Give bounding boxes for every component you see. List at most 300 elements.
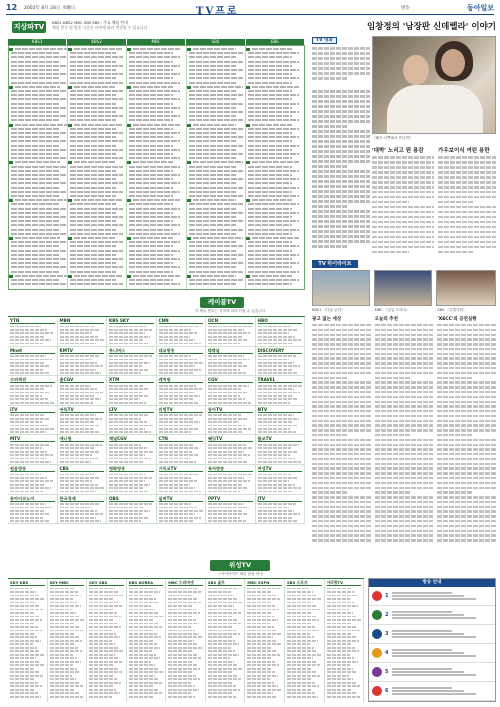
satellite-schedule-grid (8, 578, 364, 702)
text-line (437, 487, 496, 489)
program-listing (60, 487, 104, 489)
program-listing (258, 339, 301, 341)
ad-row-number: 2 (385, 612, 389, 618)
program-listing (60, 336, 98, 338)
program-listing (208, 388, 241, 390)
program-listing (287, 626, 315, 628)
program-listing (11, 140, 67, 142)
tv-highlight-label: TV 하이라이트 (312, 260, 358, 268)
program-listing (60, 343, 96, 345)
text-line (438, 211, 496, 214)
text-line (372, 201, 409, 204)
program-listing (10, 588, 32, 590)
text-line (437, 477, 496, 479)
program-listing (189, 61, 243, 63)
program-listing (70, 216, 123, 218)
text-line (438, 241, 496, 244)
hour-marker (246, 275, 250, 278)
program-listing (10, 671, 39, 673)
text-line (437, 362, 496, 364)
text-line (312, 135, 370, 138)
program-listing (208, 609, 238, 611)
program-listing (159, 431, 191, 433)
program-listing (10, 685, 42, 687)
program-listing (129, 591, 160, 593)
program-listing (208, 630, 236, 632)
program-listing (10, 605, 39, 607)
text-line (312, 160, 370, 163)
program-listing (70, 245, 116, 247)
program-listing (248, 229, 299, 231)
ad-logo-icon (372, 667, 382, 677)
ad-row-number: 5 (385, 669, 389, 675)
program-listing (11, 271, 60, 273)
program-listing (189, 128, 243, 130)
program-listing (70, 258, 123, 260)
program-listing (50, 675, 72, 677)
program-listing (70, 220, 116, 222)
program-listing (208, 696, 236, 698)
program-listing (248, 250, 292, 252)
ad-row (369, 682, 495, 701)
ad-row-text (392, 609, 492, 621)
lower-article-1 (312, 316, 371, 554)
program-listing (11, 82, 67, 84)
satellite-channel-name: SBS 골프 (208, 580, 243, 586)
program-listing (50, 598, 74, 600)
program-listing (258, 398, 298, 400)
program-listing (208, 671, 234, 673)
program-listing (10, 517, 43, 519)
ad-logo-icon (372, 686, 382, 696)
program-listing (70, 98, 123, 100)
program-listing (10, 602, 36, 604)
program-listing (109, 343, 149, 345)
text-line (375, 424, 434, 426)
text-line (312, 52, 370, 55)
text-line (375, 525, 434, 527)
program-listing (11, 170, 60, 172)
cable-channel-cell (206, 317, 256, 347)
program-listing (129, 61, 172, 63)
program-listing (247, 636, 273, 638)
program-listing (129, 619, 155, 621)
cable-channel-cell (157, 465, 207, 495)
cable-channel-name: 웨딩TV (208, 436, 253, 442)
channel-column (9, 46, 68, 289)
program-listing (129, 203, 172, 205)
program-listing (10, 520, 49, 522)
text-line (312, 357, 371, 359)
program-listing (129, 675, 155, 677)
program-listing (208, 428, 251, 430)
text-line (375, 367, 434, 369)
program-listing (168, 605, 192, 607)
program-listing (11, 132, 67, 134)
cable-channel-name: OBS (109, 496, 154, 502)
program-listing (70, 224, 123, 226)
program-listing (287, 664, 321, 666)
program-listing (70, 136, 116, 138)
text-line (375, 434, 410, 436)
program-listing (50, 630, 84, 632)
program-listing (129, 82, 179, 84)
program-listing (327, 696, 360, 698)
program-listing (129, 220, 172, 222)
program-listing (109, 474, 146, 476)
program-listing (129, 678, 159, 680)
program-listing (70, 208, 123, 210)
satellite-channel-name: SBS 스포츠 (287, 580, 322, 586)
program-listing (70, 182, 123, 184)
text-line (312, 338, 371, 340)
cable-channel-cell (206, 495, 256, 525)
text-line (372, 206, 434, 209)
program-listing (327, 668, 354, 670)
text-line (372, 156, 434, 159)
program-listing (129, 616, 163, 618)
cable-channel-name: 투니버스 (109, 348, 154, 354)
program-listing (70, 212, 116, 214)
program-listing (287, 650, 317, 652)
section-name: 방송 (401, 6, 410, 11)
program-listing (248, 69, 299, 71)
text-line (312, 477, 371, 479)
program-listing (208, 458, 243, 460)
program-listing (10, 507, 52, 509)
text-line (438, 171, 496, 174)
satellite-channel-name: MBC ESPN (247, 580, 282, 586)
photo-figure-face-2 (441, 49, 465, 77)
program-listing (258, 402, 291, 404)
text-line (375, 357, 434, 359)
program-listing (10, 678, 35, 680)
program-listing (327, 685, 361, 687)
lower-article-3-title: 'XECC'의 공연실황 (437, 317, 477, 322)
program-listing (208, 692, 232, 694)
program-listing (248, 266, 292, 268)
program-listing (208, 623, 241, 625)
program-listing (50, 664, 73, 666)
program-listing (208, 484, 242, 486)
text-line (375, 510, 434, 512)
program-listing (129, 191, 179, 193)
text-line (312, 205, 347, 208)
program-listing (11, 107, 67, 109)
program-listing (50, 626, 80, 628)
program-listing (247, 612, 270, 614)
program-listing (208, 626, 233, 628)
program-listing (159, 510, 203, 512)
program-listing (15, 124, 67, 126)
program-listing (193, 161, 243, 163)
program-listing (10, 474, 41, 476)
program-listing (247, 605, 275, 607)
text-line (312, 115, 370, 118)
program-listing (248, 208, 292, 210)
program-listing (109, 362, 150, 364)
program-listing (248, 115, 292, 117)
cable-channel-name: 수퍼액션 (10, 377, 55, 383)
cable-channel-name: iTV (10, 407, 55, 413)
satellite-channel-name: SKY MBC (50, 580, 85, 586)
program-listing (159, 372, 194, 374)
program-listing (11, 153, 60, 155)
text-line (438, 196, 496, 199)
program-listing (248, 220, 299, 222)
program-listing (168, 619, 195, 621)
text-line (375, 396, 434, 398)
program-listing (10, 454, 53, 456)
program-listing (50, 682, 80, 684)
program-listing (327, 692, 356, 694)
program-listing (159, 365, 195, 367)
program-listing (50, 671, 81, 673)
text-line (312, 185, 370, 188)
program-listing (74, 199, 123, 201)
program-listing (50, 647, 78, 649)
newspaper-logo: 동아일보 (466, 4, 494, 12)
cable-channel-name: JTV (258, 496, 303, 502)
program-listing (50, 591, 78, 593)
program-listing (327, 630, 361, 632)
program-listing (109, 418, 141, 420)
text-line (372, 196, 434, 199)
lower-article-1-title: 광고 없는 세상 (312, 317, 342, 322)
program-listing (327, 605, 358, 607)
hour-marker (127, 124, 131, 127)
cable-channel-name: XTM (109, 377, 154, 383)
program-listing (327, 609, 350, 611)
program-listing (208, 675, 237, 677)
program-listing (10, 444, 49, 446)
program-listing (89, 685, 113, 687)
cable-channel-cell (8, 465, 58, 495)
program-listing (168, 623, 199, 625)
program-listing (10, 487, 51, 489)
program-listing (129, 65, 179, 67)
text-line (312, 180, 370, 183)
program-listing (60, 402, 94, 404)
program-listing (129, 153, 172, 155)
text-line (375, 410, 434, 412)
text-line (312, 415, 371, 417)
program-listing (189, 157, 236, 159)
program-listing (287, 661, 317, 663)
program-listing (50, 654, 74, 656)
text-line (375, 482, 434, 484)
program-listing (60, 428, 93, 430)
program-listing (287, 692, 315, 694)
program-listing (208, 602, 242, 604)
program-listing (11, 166, 67, 168)
text-line (312, 381, 371, 383)
text-line (375, 472, 434, 474)
program-listing (258, 477, 297, 479)
text-line (312, 105, 370, 108)
program-listing (189, 111, 243, 113)
legend-line-1: KBS1 KBS2 MBC SBS EBS · 주요 채널 안내 (52, 20, 128, 25)
channel-column (246, 46, 304, 289)
cable-channel-cell (206, 435, 256, 465)
program-listing (109, 326, 146, 328)
text-line (437, 534, 496, 536)
program-listing (60, 388, 97, 390)
program-listing (70, 107, 123, 109)
cable-schedule-grid (8, 316, 305, 554)
text-line (438, 206, 496, 209)
text-line (437, 420, 496, 422)
ad-row-number: 6 (385, 688, 389, 694)
text-line (438, 166, 496, 169)
cable-channel-cell (157, 495, 207, 525)
program-listing (208, 619, 237, 621)
program-listing (208, 513, 248, 515)
program-listing (129, 271, 172, 273)
program-listing (109, 388, 149, 390)
text-line (312, 190, 370, 193)
program-listing (248, 212, 299, 214)
program-listing (11, 56, 67, 58)
program-listing (189, 73, 236, 75)
program-listing (11, 191, 67, 193)
program-listing (189, 107, 236, 109)
program-listing (208, 474, 252, 476)
program-listing (258, 520, 299, 522)
program-listing (129, 145, 172, 147)
text-line (437, 334, 496, 336)
program-listing (208, 689, 240, 691)
cable-channel-name: MTV (10, 436, 55, 442)
program-listing (159, 444, 194, 446)
program-listing (208, 402, 251, 404)
program-listing (60, 517, 96, 519)
program-listing (247, 685, 277, 687)
text-line (312, 482, 371, 484)
program-listing (327, 647, 355, 649)
program-listing (133, 237, 172, 239)
program-listing (89, 678, 117, 680)
program-listing (189, 115, 236, 117)
program-listing (70, 119, 116, 121)
program-listing (15, 199, 67, 201)
program-listing (133, 275, 179, 277)
program-listing (70, 191, 123, 193)
program-listing (287, 595, 317, 597)
program-listing (208, 372, 246, 374)
text-line (312, 72, 370, 75)
program-listing (11, 182, 67, 184)
program-listing (70, 174, 123, 176)
program-listing (248, 145, 299, 147)
program-listing (327, 633, 352, 635)
program-listing (248, 77, 299, 79)
program-listing (248, 258, 292, 260)
program-listing (159, 359, 197, 361)
program-listing (11, 77, 60, 79)
text-line (437, 396, 496, 398)
program-listing (258, 474, 291, 476)
program-listing (129, 149, 179, 151)
program-listing (70, 56, 123, 58)
program-listing (11, 220, 60, 222)
text-line (312, 130, 370, 133)
program-listing (252, 161, 299, 163)
program-listing (258, 480, 290, 482)
text-line (437, 525, 496, 527)
program-listing (10, 643, 33, 645)
program-listing (50, 692, 79, 694)
cable-channel-name: 평화방송 (109, 466, 154, 472)
tv-schedule-grid (8, 45, 305, 290)
text-line (375, 386, 434, 388)
program-listing (258, 487, 301, 489)
program-listing (60, 385, 92, 387)
program-listing (189, 224, 236, 226)
program-listing (10, 609, 43, 611)
program-listing (327, 588, 351, 590)
text-line (312, 458, 371, 460)
cable-channel-name: 한국경제 (60, 496, 105, 502)
program-listing (208, 451, 244, 453)
text-line (437, 405, 496, 407)
program-listing (159, 336, 190, 338)
program-listing (208, 392, 247, 394)
program-listing (168, 609, 196, 611)
program-listing (247, 692, 273, 694)
program-listing (258, 336, 295, 338)
program-listing (109, 507, 144, 509)
program-listing (189, 52, 243, 54)
text-line (375, 463, 434, 465)
program-listing (11, 65, 67, 67)
program-listing (10, 418, 50, 420)
program-listing (208, 480, 250, 482)
program-listing (89, 595, 123, 597)
text-line (437, 448, 496, 450)
cable-channel-name: 동아이코노미 (10, 496, 55, 502)
program-listing (70, 94, 116, 96)
program-listing (287, 675, 320, 677)
text-line (437, 357, 496, 359)
program-listing (287, 591, 313, 593)
program-listing (10, 451, 47, 453)
program-listing (208, 491, 240, 493)
program-listing (189, 132, 236, 134)
feature-headline: 임창정의 '남장판 신데렐라' 이야기 (366, 22, 496, 32)
program-listing (252, 237, 299, 239)
program-listing (89, 675, 113, 677)
text-line (375, 444, 434, 446)
ad-row (369, 587, 495, 606)
program-listing (159, 451, 192, 453)
program-listing (247, 664, 279, 666)
program-listing (10, 388, 44, 390)
program-listing (50, 678, 76, 680)
program-listing (189, 191, 236, 193)
page-title: TV프로 (196, 6, 239, 17)
program-listing (50, 609, 73, 611)
program-listing (258, 421, 292, 423)
cable-channel-name: 육아방송 (208, 466, 253, 472)
text-line (312, 501, 371, 503)
program-listing (129, 258, 179, 260)
program-listing (10, 480, 53, 482)
program-listing (247, 682, 274, 684)
program-listing (287, 696, 318, 698)
program-listing (252, 199, 292, 201)
program-listing (247, 657, 271, 659)
